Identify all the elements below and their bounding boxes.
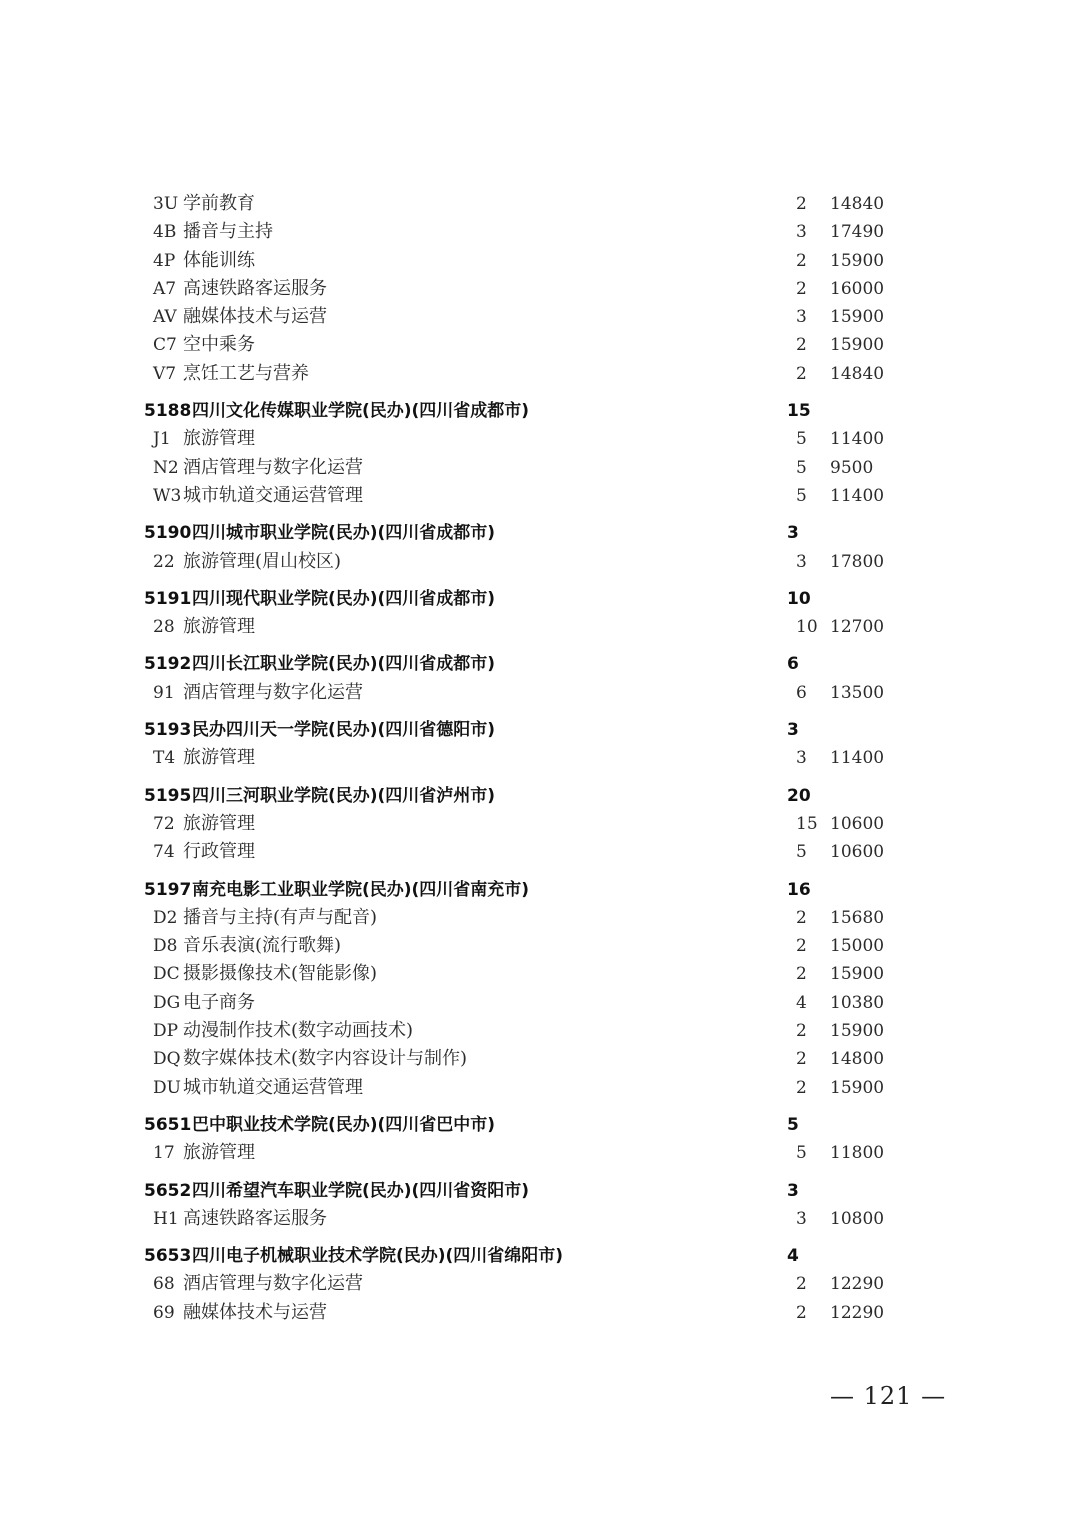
major-row (0, 1139, 1080, 1167)
major-fee: 11800 (830, 1143, 885, 1164)
major-name: 酒店管理与数字化运营 (183, 1273, 363, 1295)
school-name: 民办四川天一学院(民办)(四川省德阳市) (192, 720, 496, 741)
major-name: 融媒体技术与运营 (183, 1301, 327, 1323)
major-code: 68 (153, 1274, 175, 1295)
major-fee: 12290 (830, 1274, 885, 1295)
school-name: 四川希望汽车职业学院(民办)(四川省资阳市) (192, 1180, 530, 1201)
major-row (0, 679, 1080, 707)
major-fee: 15900 (830, 307, 885, 328)
major-count: 10 (796, 617, 818, 638)
school-row (0, 397, 1080, 425)
major-count: 2 (796, 335, 807, 356)
major-code: 74 (153, 842, 175, 863)
school-row (0, 650, 1080, 678)
school-code: 5188 (144, 401, 192, 422)
major-code: DU (153, 1077, 181, 1098)
major-row (0, 1205, 1080, 1233)
major-count: 2 (796, 250, 807, 271)
major-count: 2 (796, 1021, 807, 1042)
major-row (0, 303, 1080, 331)
page-number: — 121 — (830, 1382, 947, 1410)
major-code: AV (153, 307, 177, 328)
major-name: 行政管理 (183, 841, 255, 863)
major-row (0, 360, 1080, 388)
major-count: 5 (796, 457, 807, 478)
major-name: 旅游管理 (183, 1142, 255, 1164)
school-code: 5651 (144, 1114, 192, 1135)
major-count: 5 (796, 1143, 807, 1164)
school-code: 5652 (144, 1180, 192, 1201)
major-fee: 15900 (830, 1077, 885, 1098)
major-code: N2 (153, 457, 179, 478)
major-code: D8 (153, 936, 178, 957)
school-count: 15 (787, 401, 811, 422)
major-code: C7 (153, 335, 177, 356)
major-code: T4 (153, 748, 176, 769)
major-row (0, 190, 1080, 218)
major-row (0, 247, 1080, 275)
major-row (0, 744, 1080, 772)
admission-plan-list (0, 190, 1080, 1327)
major-name: 旅游管理(眉山校区) (183, 550, 342, 572)
major-row (0, 331, 1080, 359)
major-count: 5 (796, 842, 807, 863)
major-fee: 15680 (830, 907, 885, 928)
major-row (0, 838, 1080, 866)
major-name: 播音与主持 (183, 221, 273, 243)
major-name: 摄影摄像技术(智能影像) (183, 963, 378, 985)
school-count: 3 (787, 523, 799, 544)
major-count: 2 (796, 1274, 807, 1295)
major-fee: 11400 (830, 485, 885, 506)
school-name: 巴中职业技术学院(民办)(四川省巴中市) (192, 1114, 496, 1135)
major-name: 空中乘务 (183, 334, 255, 356)
major-count: 2 (796, 1077, 807, 1098)
school-row (0, 1111, 1080, 1139)
major-fee: 10800 (830, 1208, 885, 1229)
major-fee: 10380 (830, 992, 885, 1013)
major-fee: 15900 (830, 250, 885, 271)
school-count: 16 (787, 879, 811, 900)
school-name: 四川文化传媒职业学院(民办)(四川省成都市) (192, 401, 530, 422)
school-row (0, 1242, 1080, 1270)
school-name: 南充电影工业职业学院(民办)(四川省南充市) (192, 879, 530, 900)
school-code: 5653 (144, 1246, 192, 1267)
major-fee: 14840 (830, 194, 885, 214)
major-fee: 17800 (830, 551, 885, 572)
major-row (0, 613, 1080, 641)
school-count: 4 (787, 1246, 799, 1267)
major-fee: 13500 (830, 682, 885, 703)
major-code: DC (153, 964, 180, 985)
major-fee: 11400 (830, 748, 885, 769)
major-name: 旅游管理 (183, 747, 255, 769)
major-code: 17 (153, 1143, 175, 1164)
major-row (0, 275, 1080, 303)
major-name: 播音与主持(有声与配音) (183, 906, 378, 928)
major-count: 6 (796, 682, 807, 703)
major-name: 城市轨道交通运营管理 (183, 484, 363, 506)
school-count: 3 (787, 720, 799, 741)
major-count: 3 (796, 748, 807, 769)
school-count: 3 (787, 1180, 799, 1201)
major-name: 高速铁路客运服务 (183, 1207, 327, 1229)
major-name: 数字媒体技术(数字内容设计与制作) (183, 1048, 468, 1070)
major-count: 2 (796, 363, 807, 384)
school-name: 四川电子机械职业技术学院(民办)(四川省绵阳市) (192, 1246, 564, 1267)
major-fee: 12290 (830, 1302, 885, 1323)
major-code: DG (153, 992, 181, 1013)
school-code: 5191 (144, 588, 192, 609)
major-count: 3 (796, 551, 807, 572)
major-row (0, 218, 1080, 246)
major-code: 69 (153, 1302, 175, 1323)
major-count: 3 (796, 307, 807, 328)
major-row (0, 1074, 1080, 1102)
major-row (0, 482, 1080, 510)
major-row (0, 1270, 1080, 1298)
major-count: 2 (796, 1049, 807, 1070)
major-fee: 10600 (830, 842, 885, 863)
major-row (0, 810, 1080, 838)
major-row (0, 1045, 1080, 1073)
major-fee: 15900 (830, 335, 885, 356)
major-code: 3U (153, 194, 179, 214)
major-count: 3 (796, 222, 807, 243)
major-row (0, 904, 1080, 932)
major-row (0, 989, 1080, 1017)
school-row (0, 716, 1080, 744)
major-count: 2 (796, 1302, 807, 1323)
major-name: 酒店管理与数字化运营 (183, 681, 363, 703)
major-fee: 14800 (830, 1049, 885, 1070)
school-row (0, 876, 1080, 904)
major-name: 旅游管理 (183, 616, 255, 638)
major-code: D2 (153, 907, 178, 928)
major-count: 5 (796, 485, 807, 506)
major-name: 烹饪工艺与营养 (183, 362, 309, 384)
major-code: 4P (153, 250, 176, 271)
school-name: 四川长江职业学院(民办)(四川省成都市) (192, 654, 496, 675)
major-row (0, 960, 1080, 988)
school-row (0, 519, 1080, 547)
major-fee: 15900 (830, 964, 885, 985)
school-code: 5195 (144, 785, 192, 806)
school-code: 5197 (144, 879, 192, 900)
major-name: 旅游管理 (183, 428, 255, 450)
major-row (0, 932, 1080, 960)
major-name: 高速铁路客运服务 (183, 277, 327, 299)
major-name: 融媒体技术与运营 (183, 306, 327, 328)
major-name: 酒店管理与数字化运营 (183, 456, 363, 478)
major-code: 22 (153, 551, 175, 572)
school-row (0, 1177, 1080, 1205)
major-name: 动漫制作技术(数字动画技术) (183, 1020, 414, 1042)
major-count: 15 (796, 813, 818, 834)
major-row (0, 425, 1080, 453)
major-code: H1 (153, 1208, 179, 1229)
major-count: 3 (796, 1208, 807, 1229)
school-count: 6 (787, 654, 799, 675)
school-count: 10 (787, 588, 811, 609)
school-name: 四川城市职业学院(民办)(四川省成都市) (192, 523, 496, 544)
major-code: DQ (153, 1049, 181, 1070)
major-fee: 9500 (830, 457, 874, 478)
major-name: 体能训练 (183, 249, 255, 271)
school-code: 5190 (144, 523, 192, 544)
major-code: 28 (153, 617, 175, 638)
major-count: 2 (796, 278, 807, 299)
school-code: 5192 (144, 654, 192, 675)
school-name: 四川现代职业学院(民办)(四川省成都市) (192, 588, 496, 609)
major-row (0, 1299, 1080, 1327)
major-fee: 10600 (830, 813, 885, 834)
major-fee: 14840 (830, 363, 885, 384)
major-count: 4 (796, 992, 807, 1013)
school-count: 20 (787, 785, 811, 806)
major-row (0, 1017, 1080, 1045)
major-fee: 15900 (830, 1021, 885, 1042)
major-code: 72 (153, 813, 175, 834)
major-name: 旅游管理 (183, 812, 255, 834)
major-count: 5 (796, 429, 807, 450)
major-fee: 12700 (830, 617, 885, 638)
major-count: 2 (796, 936, 807, 957)
major-code: 4B (153, 222, 177, 243)
major-name: 学前教育 (183, 193, 255, 214)
major-count: 2 (796, 907, 807, 928)
major-code: W3 (153, 485, 182, 506)
major-code: DP (153, 1021, 179, 1042)
major-code: 91 (153, 682, 175, 703)
major-code: V7 (153, 363, 177, 384)
major-fee: 15000 (830, 936, 885, 957)
major-fee: 11400 (830, 429, 885, 450)
school-name: 四川三河职业学院(民办)(四川省泸州市) (192, 785, 496, 806)
major-name: 电子商务 (183, 991, 255, 1013)
major-name: 音乐表演(流行歌舞) (183, 935, 342, 957)
major-row (0, 548, 1080, 576)
major-count: 2 (796, 194, 807, 214)
major-fee: 16000 (830, 278, 885, 299)
school-row (0, 585, 1080, 613)
major-row (0, 454, 1080, 482)
major-code: A7 (153, 278, 177, 299)
major-code: J1 (153, 429, 171, 450)
major-name: 城市轨道交通运营管理 (183, 1076, 363, 1098)
school-row (0, 782, 1080, 810)
major-count: 2 (796, 964, 807, 985)
school-count: 5 (787, 1114, 799, 1135)
major-fee: 17490 (830, 222, 885, 243)
school-code: 5193 (144, 720, 192, 741)
